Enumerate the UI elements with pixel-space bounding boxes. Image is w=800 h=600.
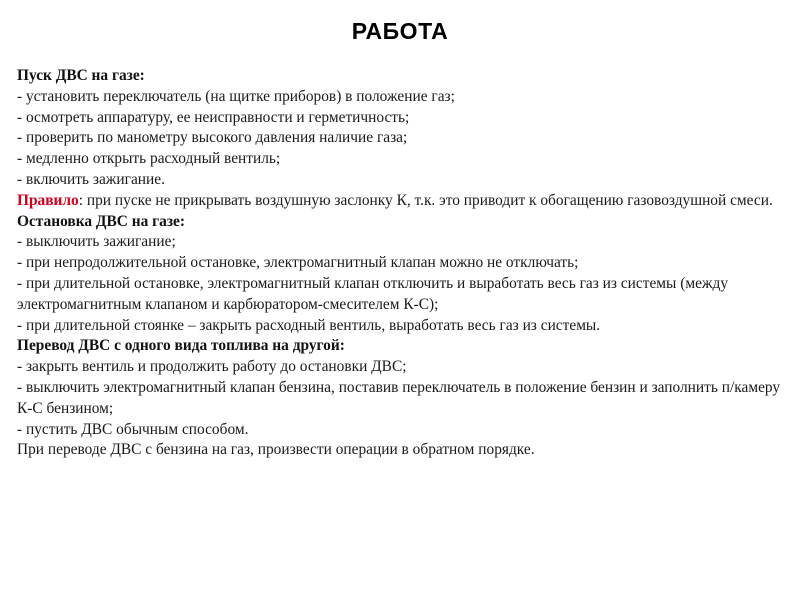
rule-paragraph [17,191,787,212]
closing-note: При переводе ДВС с бензина на газ, произвести операции в обратном порядке. [17,441,535,459]
section-heading-switch: Перевод ДВС с одного вида топлива на другой: [17,337,345,355]
list-item: - включить зажигание. [17,170,165,188]
list-item: - при непродолжительной остановке, электромагнитный клапан можно не отключать; [17,254,579,272]
section-heading-start: Пуск ДВС на газе: [17,67,145,84]
list-item: - установить переключатель (на щитке приборов) в положение газ; [17,87,455,105]
list-item: - медленно открыть расходный вентиль; [17,150,281,168]
list-item: - выключить зажигание; [17,233,176,251]
list-item: - при длительной остановке, электромагнитный клапан отключить и выработать весь газ из системы (между электромагнитным клапаном и карбюратором-смесителем К-С); [17,274,729,313]
slide-title: РАБОТА [351,18,449,44]
list-item: - проверить по манометру высокого давления наличие газа; [17,129,408,147]
slide-body [17,66,787,461]
list-item: - при длительной стоянке – закрыть расходный вентиль, выработать весь газ из системы. [17,316,601,334]
rule-label: Правило [17,191,79,209]
rule-text: : при пуске не прикрывать воздушную заслонку К, т.к. это приводит к обогащению газовоздушной смеси. [78,191,773,209]
list-item: - пустить ДВС обычным способом. [17,420,249,438]
list-item: - осмотреть аппаратуру, ее неисправности и герметичность; [17,108,410,126]
list-item: - выключить электромагнитный клапан бензина, поставив переключатель в положение бензин и заполнить п/камеру К-С бензином; [17,378,781,417]
list-item: - закрыть вентиль и продолжить работу до остановки ДВС; [17,358,407,376]
section-heading-stop: Остановка ДВС на газе: [17,212,185,230]
